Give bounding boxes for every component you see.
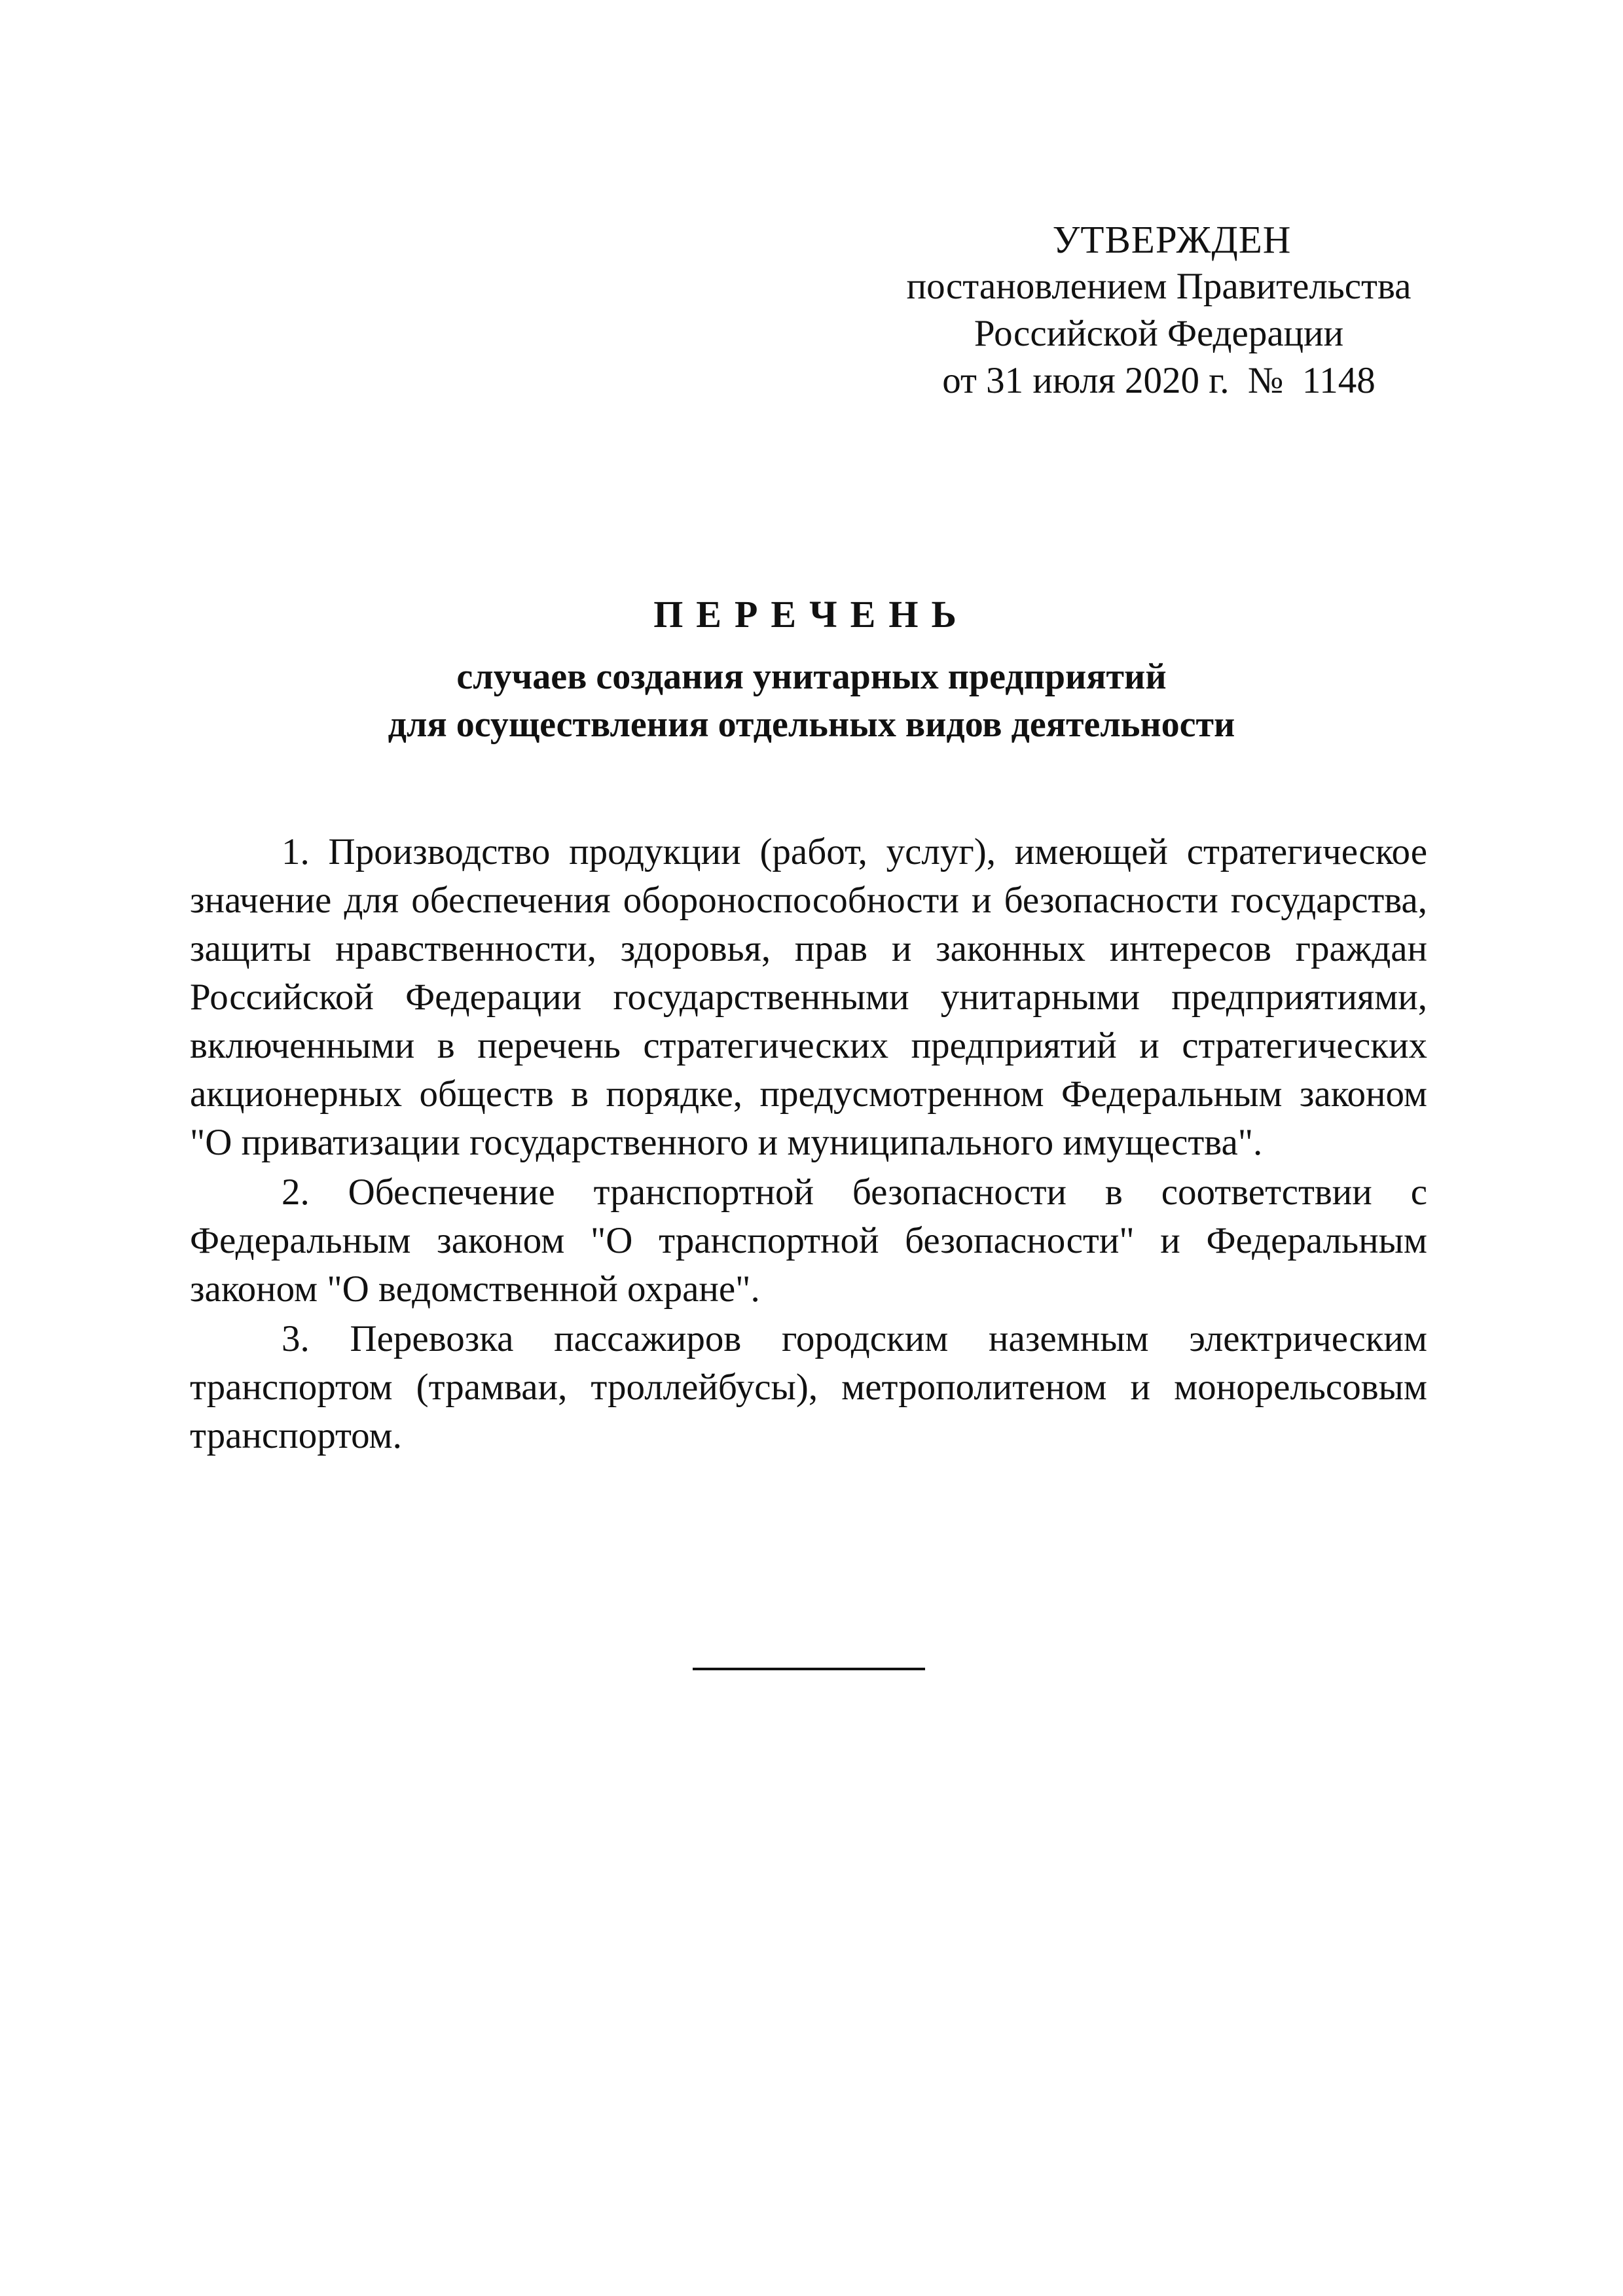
list-item-3 <box>190 1315 1427 1460</box>
approval-line-3: от 31 июля 2020 г. № 1148 <box>942 360 1376 401</box>
document-subtitle <box>0 653 1623 749</box>
subtitle-line-2: для осуществления отдельных видов деятельности <box>388 704 1235 745</box>
approval-line-2: Российской Федерации <box>974 313 1344 354</box>
list-item-number: 2. <box>282 1172 310 1213</box>
list-item-2 <box>190 1168 1427 1314</box>
list-item-text: Обеспечение транспортной безопасности в соответствии с Федеральным законом "О транспортной безопасности" и Федеральным законом "О ведомственной охране". <box>190 1172 1427 1310</box>
document-title: ПЕРЕЧЕНЬ <box>653 593 970 636</box>
list-item-number: 1. <box>282 831 310 872</box>
list-item-number: 3. <box>282 1318 310 1359</box>
approval-status: УТВЕРЖДЕН <box>1052 218 1292 261</box>
closing-divider <box>693 1668 925 1670</box>
subtitle-line-1: случаев создания унитарных предприятий <box>456 656 1167 697</box>
approval-block <box>890 216 1427 404</box>
approval-line-1: постановлением Правительства <box>906 266 1412 307</box>
document-body <box>190 828 1427 1462</box>
list-item-text: Производство продукции (работ, услуг), имеющей стратегическое значение для обеспечения обороноспособности и безопасности государства, защиты нравственности, здоровья, прав и законных интересов граждан Российской Федерации государственными унитарными предприятиями, включенными в перечень стратегических предприятий и стратегических акционерных обществ в порядке, предусмотренном Федеральным законом "О приватизации государственного и муниципального имущества". <box>190 831 1427 1163</box>
list-item-1 <box>190 828 1427 1167</box>
list-item-text: Перевозка пассажиров городским наземным электрическим транспортом (трамваи, троллейбусы), метрополитеном и монорельсовым транспортом. <box>190 1318 1427 1456</box>
